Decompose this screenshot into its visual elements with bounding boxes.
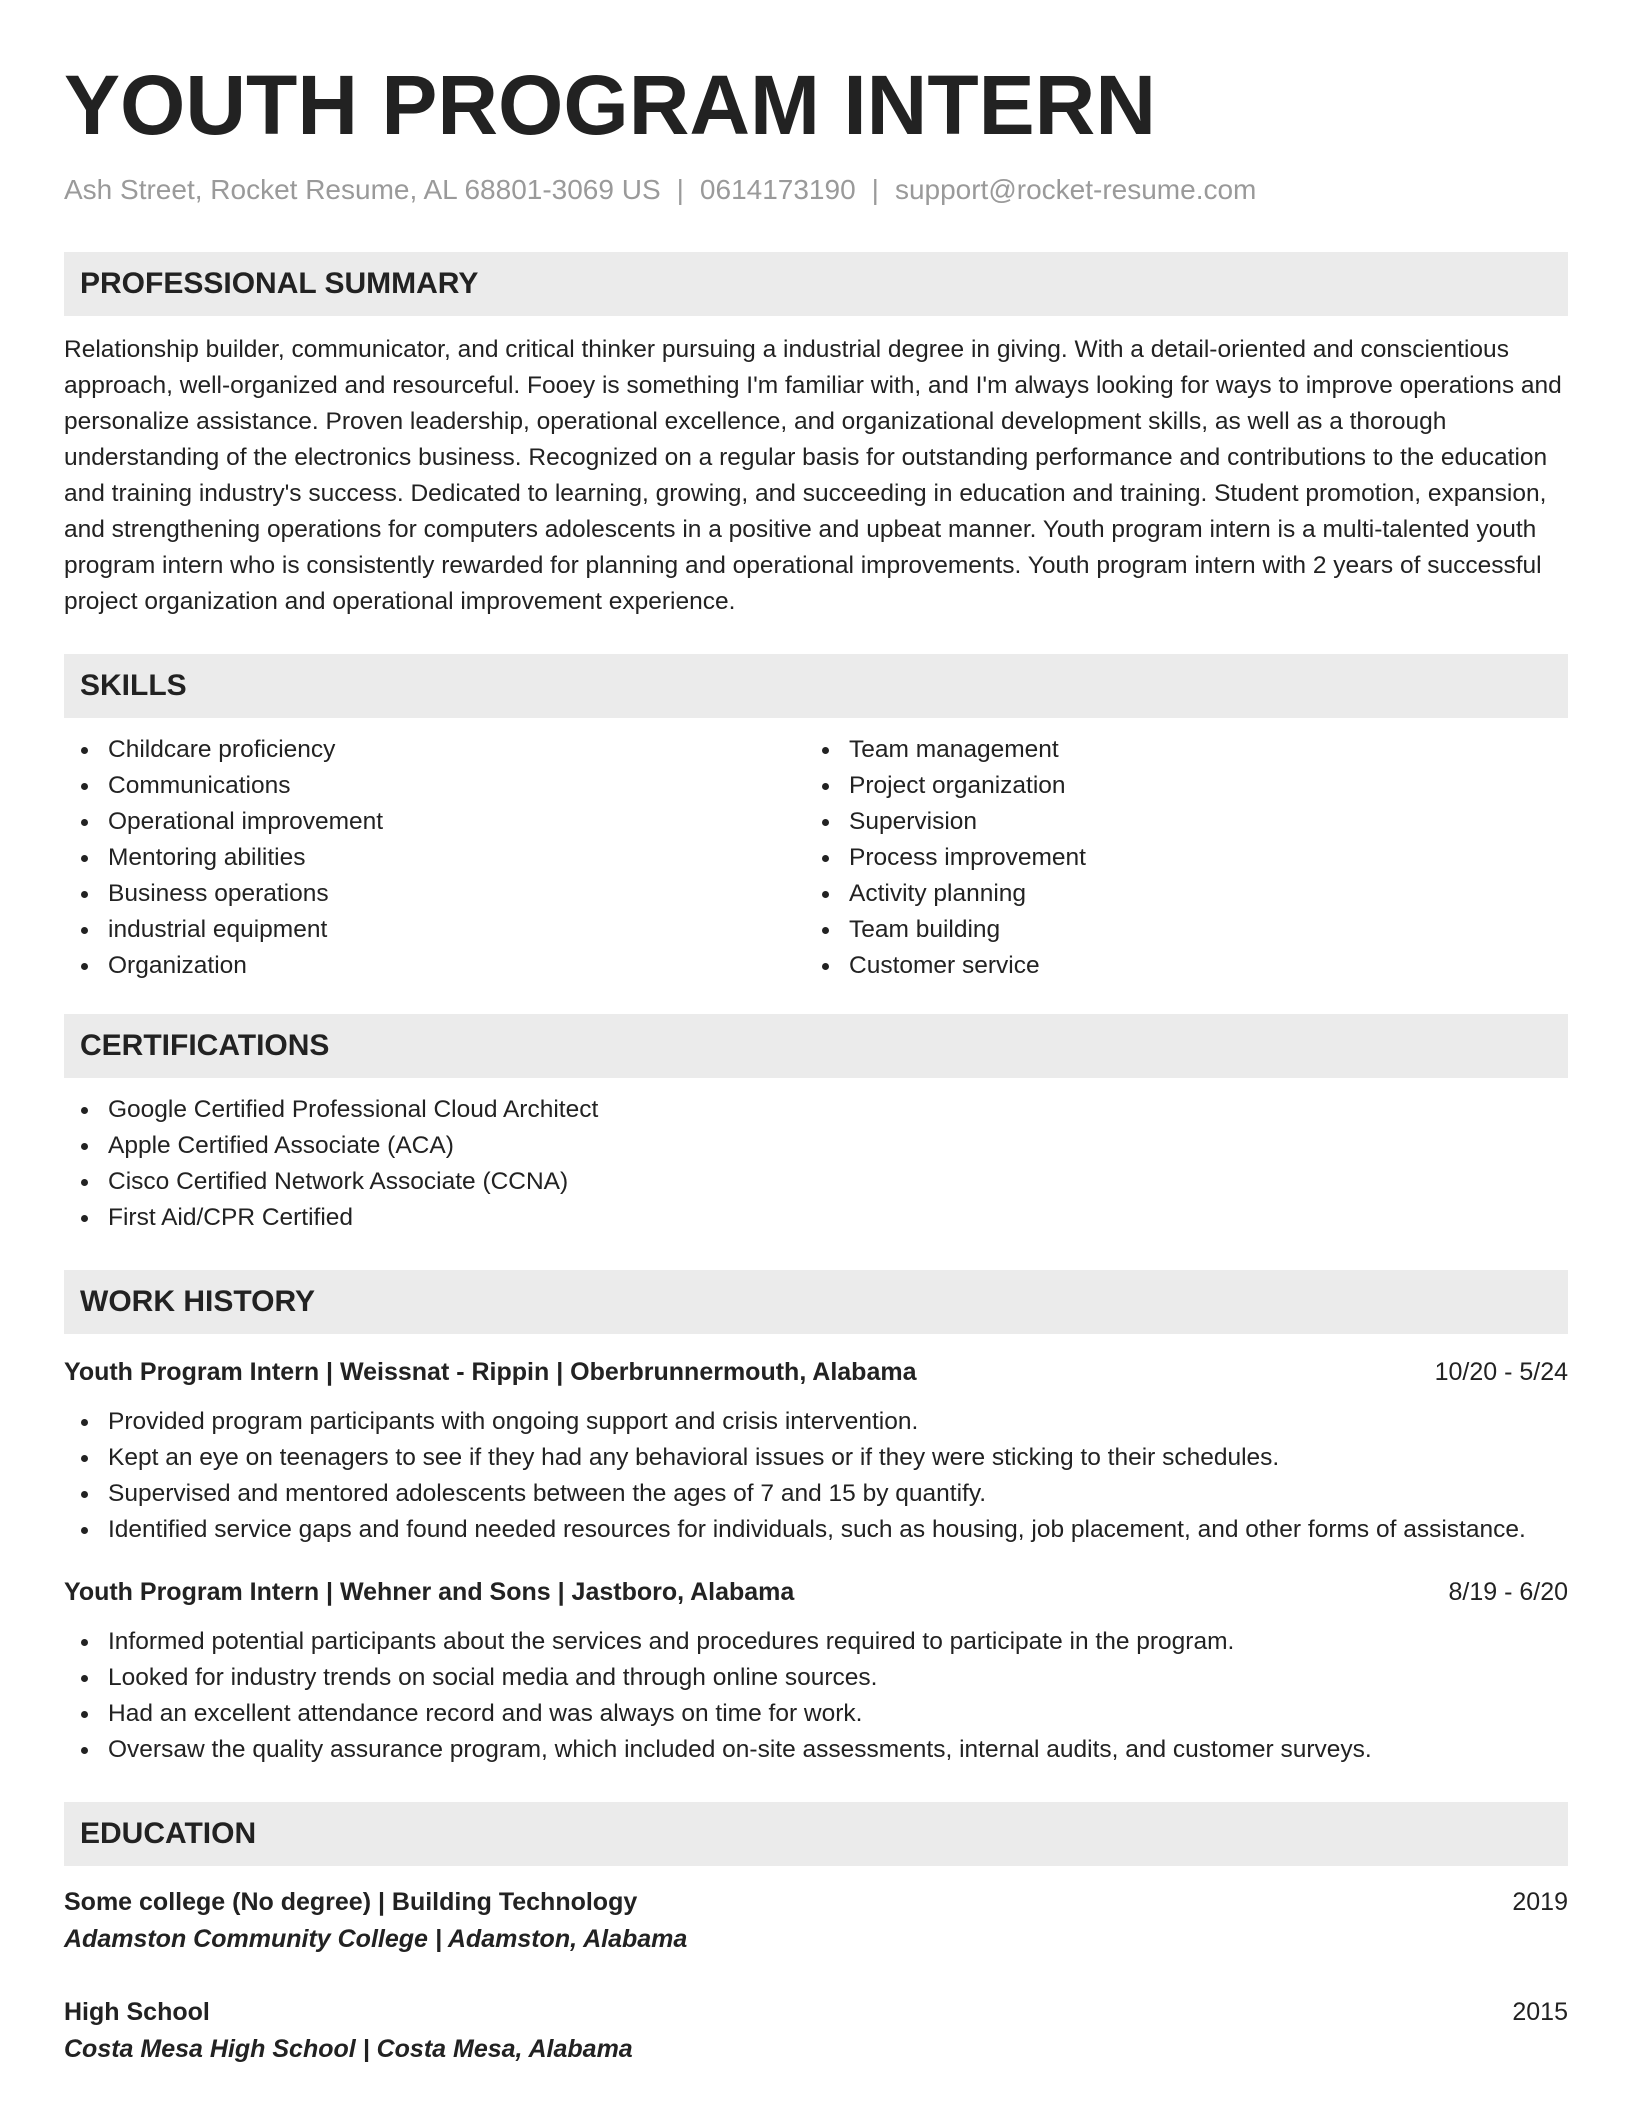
certifications-list bbox=[64, 1092, 1568, 1236]
summary-text: Relationship builder, communicator, and critical thinker pursuing a industrial degree in giving. With a detail-oriented and conscientious approach, well-organized and resourceful. Fooey is something I'm familiar with, and I'm always looking for ways to improve operations and personalize assistance. Proven leadership, operational excellence, and organizational development skills, as well as a thorough understanding of the electronics business. Recognized on a regular basis for outstanding performance and contributions to the education and training industry's success. Dedicated to learning, growing, and succeeding in education and training. Student promotion, expansion, and strengthening operations for computers adolescents in a positive and upbeat manner. Youth program intern is a multi-talented youth program intern who is consistently rewarded for planning and operational improvements. Youth program intern with 2 years of successful project organization and operational improvement experience. bbox=[64, 336, 1562, 615]
education-year: 2015 bbox=[1512, 1998, 1568, 2026]
skill-item: Business operations bbox=[108, 876, 805, 912]
skill-item: Communications bbox=[108, 768, 805, 804]
education-section-header: EDUCATION bbox=[64, 1802, 1568, 1866]
job-title: Youth Program Intern | Wehner and Sons | Jastboro, Alabama bbox=[64, 1578, 795, 1606]
education-heading-row bbox=[64, 1994, 1568, 2030]
job-bullets bbox=[64, 1404, 1568, 1548]
skill-item: Process improvement bbox=[849, 840, 1546, 876]
skill-item: industrial equipment bbox=[108, 912, 805, 948]
skill-item: Project organization bbox=[849, 768, 1546, 804]
job-bullet: Provided program participants with ongoing support and crisis intervention. bbox=[108, 1404, 1568, 1440]
skill-item: Customer service bbox=[849, 948, 1546, 984]
skill-item: Activity planning bbox=[849, 876, 1546, 912]
education-school: Costa Mesa High School | Costa Mesa, Alabama bbox=[64, 2035, 633, 2063]
skill-item: Operational improvement bbox=[108, 804, 805, 840]
skills-grid bbox=[64, 718, 1568, 984]
education-heading-row bbox=[64, 1884, 1568, 1920]
job-bullet: Informed potential participants about the services and procedures required to participate in the program. bbox=[108, 1624, 1568, 1660]
work-section-header: WORK HISTORY bbox=[64, 1270, 1568, 1334]
skill-item: Organization bbox=[108, 948, 805, 984]
job-bullet: Oversaw the quality assurance program, which included on-site assessments, internal audits, and customer surveys. bbox=[108, 1732, 1568, 1768]
skill-item: Childcare proficiency bbox=[108, 732, 805, 768]
contact-phone: 0614173190 bbox=[699, 174, 856, 205]
job-heading-row bbox=[64, 1574, 1568, 1610]
contact-separator: | bbox=[871, 174, 879, 205]
contact-address: Ash Street, Rocket Resume, AL 68801-3069 US bbox=[64, 174, 661, 205]
education-entry bbox=[64, 1994, 1568, 2068]
job-bullet: Kept an eye on teenagers to see if they had any behavioral issues or if they were sticking to their schedules. bbox=[108, 1440, 1568, 1476]
skill-item: Supervision bbox=[849, 804, 1546, 840]
job-bullet: Had an excellent attendance record and was always on time for work. bbox=[108, 1696, 1568, 1732]
skills-section-header: SKILLS bbox=[64, 654, 1568, 718]
skill-item: Mentoring abilities bbox=[108, 840, 805, 876]
skills-list-left bbox=[64, 732, 805, 984]
education-degree: High School bbox=[64, 1998, 210, 2026]
job-bullets bbox=[64, 1624, 1568, 1768]
certification-item: First Aid/CPR Certified bbox=[108, 1200, 1568, 1236]
education-degree: Some college (No degree) | Building Technology bbox=[64, 1888, 638, 1916]
job-title: Youth Program Intern | Weissnat - Rippin | Oberbrunnermouth, Alabama bbox=[64, 1358, 917, 1386]
education-school: Adamston Community College | Adamston, Alabama bbox=[64, 1925, 688, 1953]
certification-item: Apple Certified Associate (ACA) bbox=[108, 1128, 1568, 1164]
resume-name: YOUTH PROGRAM INTERN bbox=[64, 58, 1156, 152]
job-heading-row bbox=[64, 1354, 1568, 1390]
contact-separator: | bbox=[676, 174, 684, 205]
contact-email: support@rocket-resume.com bbox=[894, 174, 1257, 205]
education-year: 2019 bbox=[1512, 1888, 1568, 1916]
skill-item: Team management bbox=[849, 732, 1546, 768]
certification-item: Cisco Certified Network Associate (CCNA) bbox=[108, 1164, 1568, 1200]
certifications-section-header: CERTIFICATIONS bbox=[64, 1014, 1568, 1078]
job-bullet: Looked for industry trends on social media and through online sources. bbox=[108, 1660, 1568, 1696]
summary-section-header: PROFESSIONAL SUMMARY bbox=[64, 252, 1568, 316]
education-entry bbox=[64, 1884, 1568, 1958]
job-dates: 8/19 - 6/20 bbox=[1448, 1578, 1568, 1606]
certification-item: Google Certified Professional Cloud Architect bbox=[108, 1092, 1568, 1128]
contact-line bbox=[64, 172, 1568, 208]
skill-item: Team building bbox=[849, 912, 1546, 948]
job-dates: 10/20 - 5/24 bbox=[1434, 1358, 1568, 1386]
job-bullet: Identified service gaps and found needed resources for individuals, such as housing, job placement, and other forms of assistance. bbox=[108, 1512, 1568, 1548]
skills-list-right bbox=[805, 732, 1546, 984]
job-bullet: Supervised and mentored adolescents between the ages of 7 and 15 by quantify. bbox=[108, 1476, 1568, 1512]
